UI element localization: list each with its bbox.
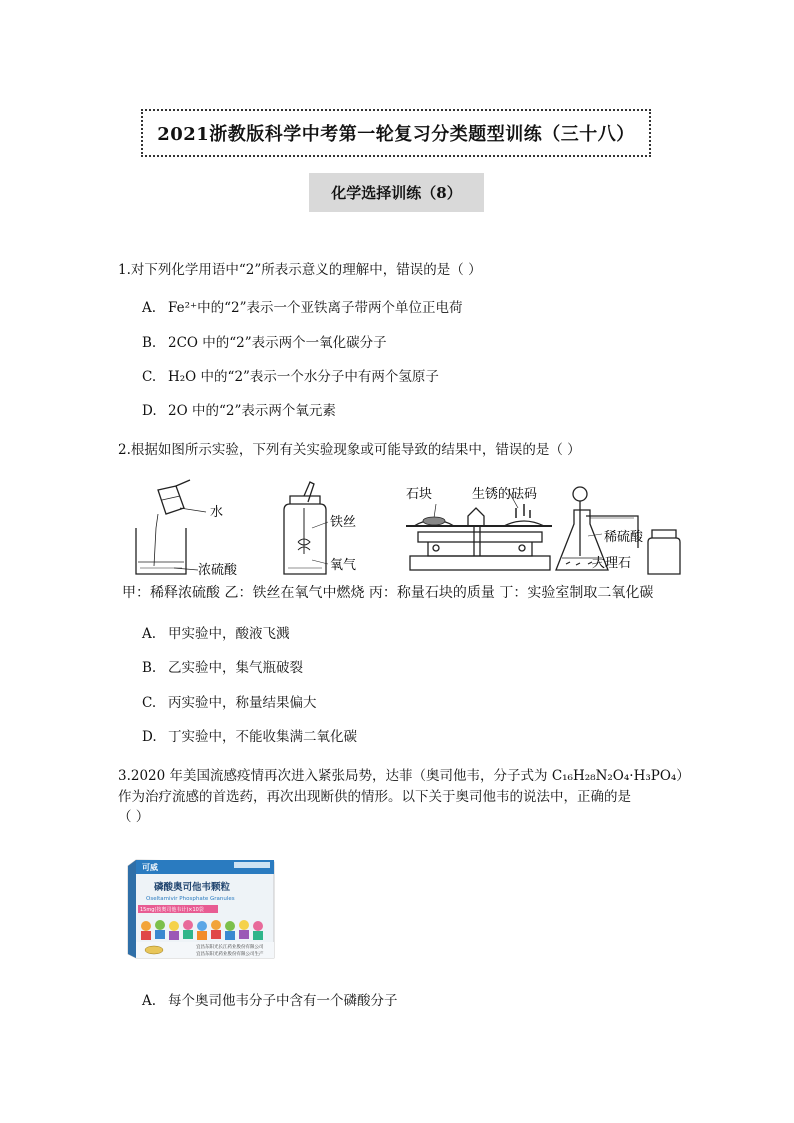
question-3-stem-line2: 作为治疗流感的首选药，再次出现断供的情形。以下关于奥司他韦的说法中，正确的是: [118, 789, 631, 805]
question-3-stem-line1: 3.2020 年美国流感疫情再次进入紧张局势，达菲（奥司他韦，分子式为 C₁₆H₂₈N₂O₄·H₃PO₄）: [118, 768, 690, 784]
cartoon-children-icon: [141, 920, 263, 940]
page-title: 2021浙教版科学中考第一轮复习分类题型训练（三十八）: [141, 109, 651, 157]
balance-apparatus: [406, 490, 552, 570]
question-2-stem: 2.根据如图所示实验，下列有关实验现象或可能导致的结果中，错误的是（ ）: [118, 442, 581, 458]
dilution-apparatus: [136, 480, 206, 574]
label-conc-acid: 浓硫酸: [198, 563, 238, 578]
q2-option-c-letter: C.: [142, 695, 157, 711]
q1-option-b-letter: B.: [142, 335, 157, 351]
q1-option-d-letter: D.: [142, 403, 157, 419]
box-maker-2: 宜昌东阳光药业股份有限公司生产: [196, 952, 264, 957]
q1-option-d: [142, 402, 336, 421]
box-dose: 15mg(按奥司他韦计)×10袋: [140, 907, 204, 913]
label-water: 水: [210, 505, 224, 520]
q1-option-b-text: 2CO 中的“2”表示两个一氧化碳分子: [168, 335, 387, 351]
question-3-stem-line3: （ ）: [118, 809, 150, 825]
q1-option-d-text: 2O 中的“2”表示两个氧元素: [168, 403, 336, 419]
q1-option-c-letter: C.: [142, 369, 157, 385]
label-rusty-weight: 生锈的砝码: [472, 487, 538, 502]
label-dilute-acid: 稀硫酸: [604, 530, 644, 545]
q1-option-c: [142, 368, 439, 387]
box-english-name: Oseltamivir Phosphate Granules: [146, 896, 235, 902]
q2-option-c: [142, 694, 317, 713]
q2-option-c-text: 丙实验中，称量结果偏大: [168, 695, 317, 711]
box-maker-1: 宜昌东阳光长江药业股份有限公司: [196, 945, 264, 950]
medicine-box-image: [124, 856, 279, 960]
q2-option-d: [142, 728, 357, 747]
q1-option-a-text: Fe²⁺中的“2”表示一个亚铁离子带两个单位正电荷: [168, 300, 463, 316]
q2-option-d-letter: D.: [142, 729, 157, 745]
experiment-figure: [118, 478, 718, 580]
q2-option-b-letter: B.: [142, 660, 157, 676]
q2-option-b: [142, 659, 303, 678]
q1-option-b: [142, 334, 387, 353]
label-marble: 大理石: [592, 556, 632, 571]
q2-option-a: [142, 625, 290, 644]
box-drug-name: 磷酸奥司他韦颗粒: [154, 882, 231, 893]
q3-option-a: [142, 992, 398, 1011]
q1-option-c-text: H₂O 中的“2”表示一个水分子中有两个氢原子: [168, 369, 439, 385]
q2-option-a-text: 甲实验中，酸液飞溅: [168, 626, 290, 642]
q1-option-a-letter: A.: [142, 300, 157, 316]
label-iron-wire: 铁丝: [330, 515, 357, 530]
q2-option-b-text: 乙实验中，集气瓶破裂: [168, 660, 303, 676]
q3-option-a-letter: A.: [142, 993, 157, 1009]
q2-option-d-text: 丁实验中，不能收集满二氧化碳: [168, 729, 357, 745]
label-oxygen: 氧气: [330, 558, 357, 573]
question-1-stem: 1.对下列化学用语中“2”所表示意义的理解中，错误的是（ ）: [118, 262, 482, 278]
section-subtitle: 化学选择训练（8）: [309, 173, 484, 212]
figure-caption: 甲：稀释浓硫酸 乙：铁丝在氧气中燃烧 丙：称量石块的质量 丁：实验室制取二氧化碳: [122, 585, 654, 601]
label-stone: 石块: [406, 487, 433, 502]
gas-jar-apparatus: [284, 482, 328, 574]
box-brand: 可威: [142, 863, 158, 872]
q2-option-a-letter: A.: [142, 626, 157, 642]
q3-option-a-text: 每个奥司他韦分子中含有一个磷酸分子: [168, 993, 398, 1009]
q1-option-a: [142, 299, 463, 318]
